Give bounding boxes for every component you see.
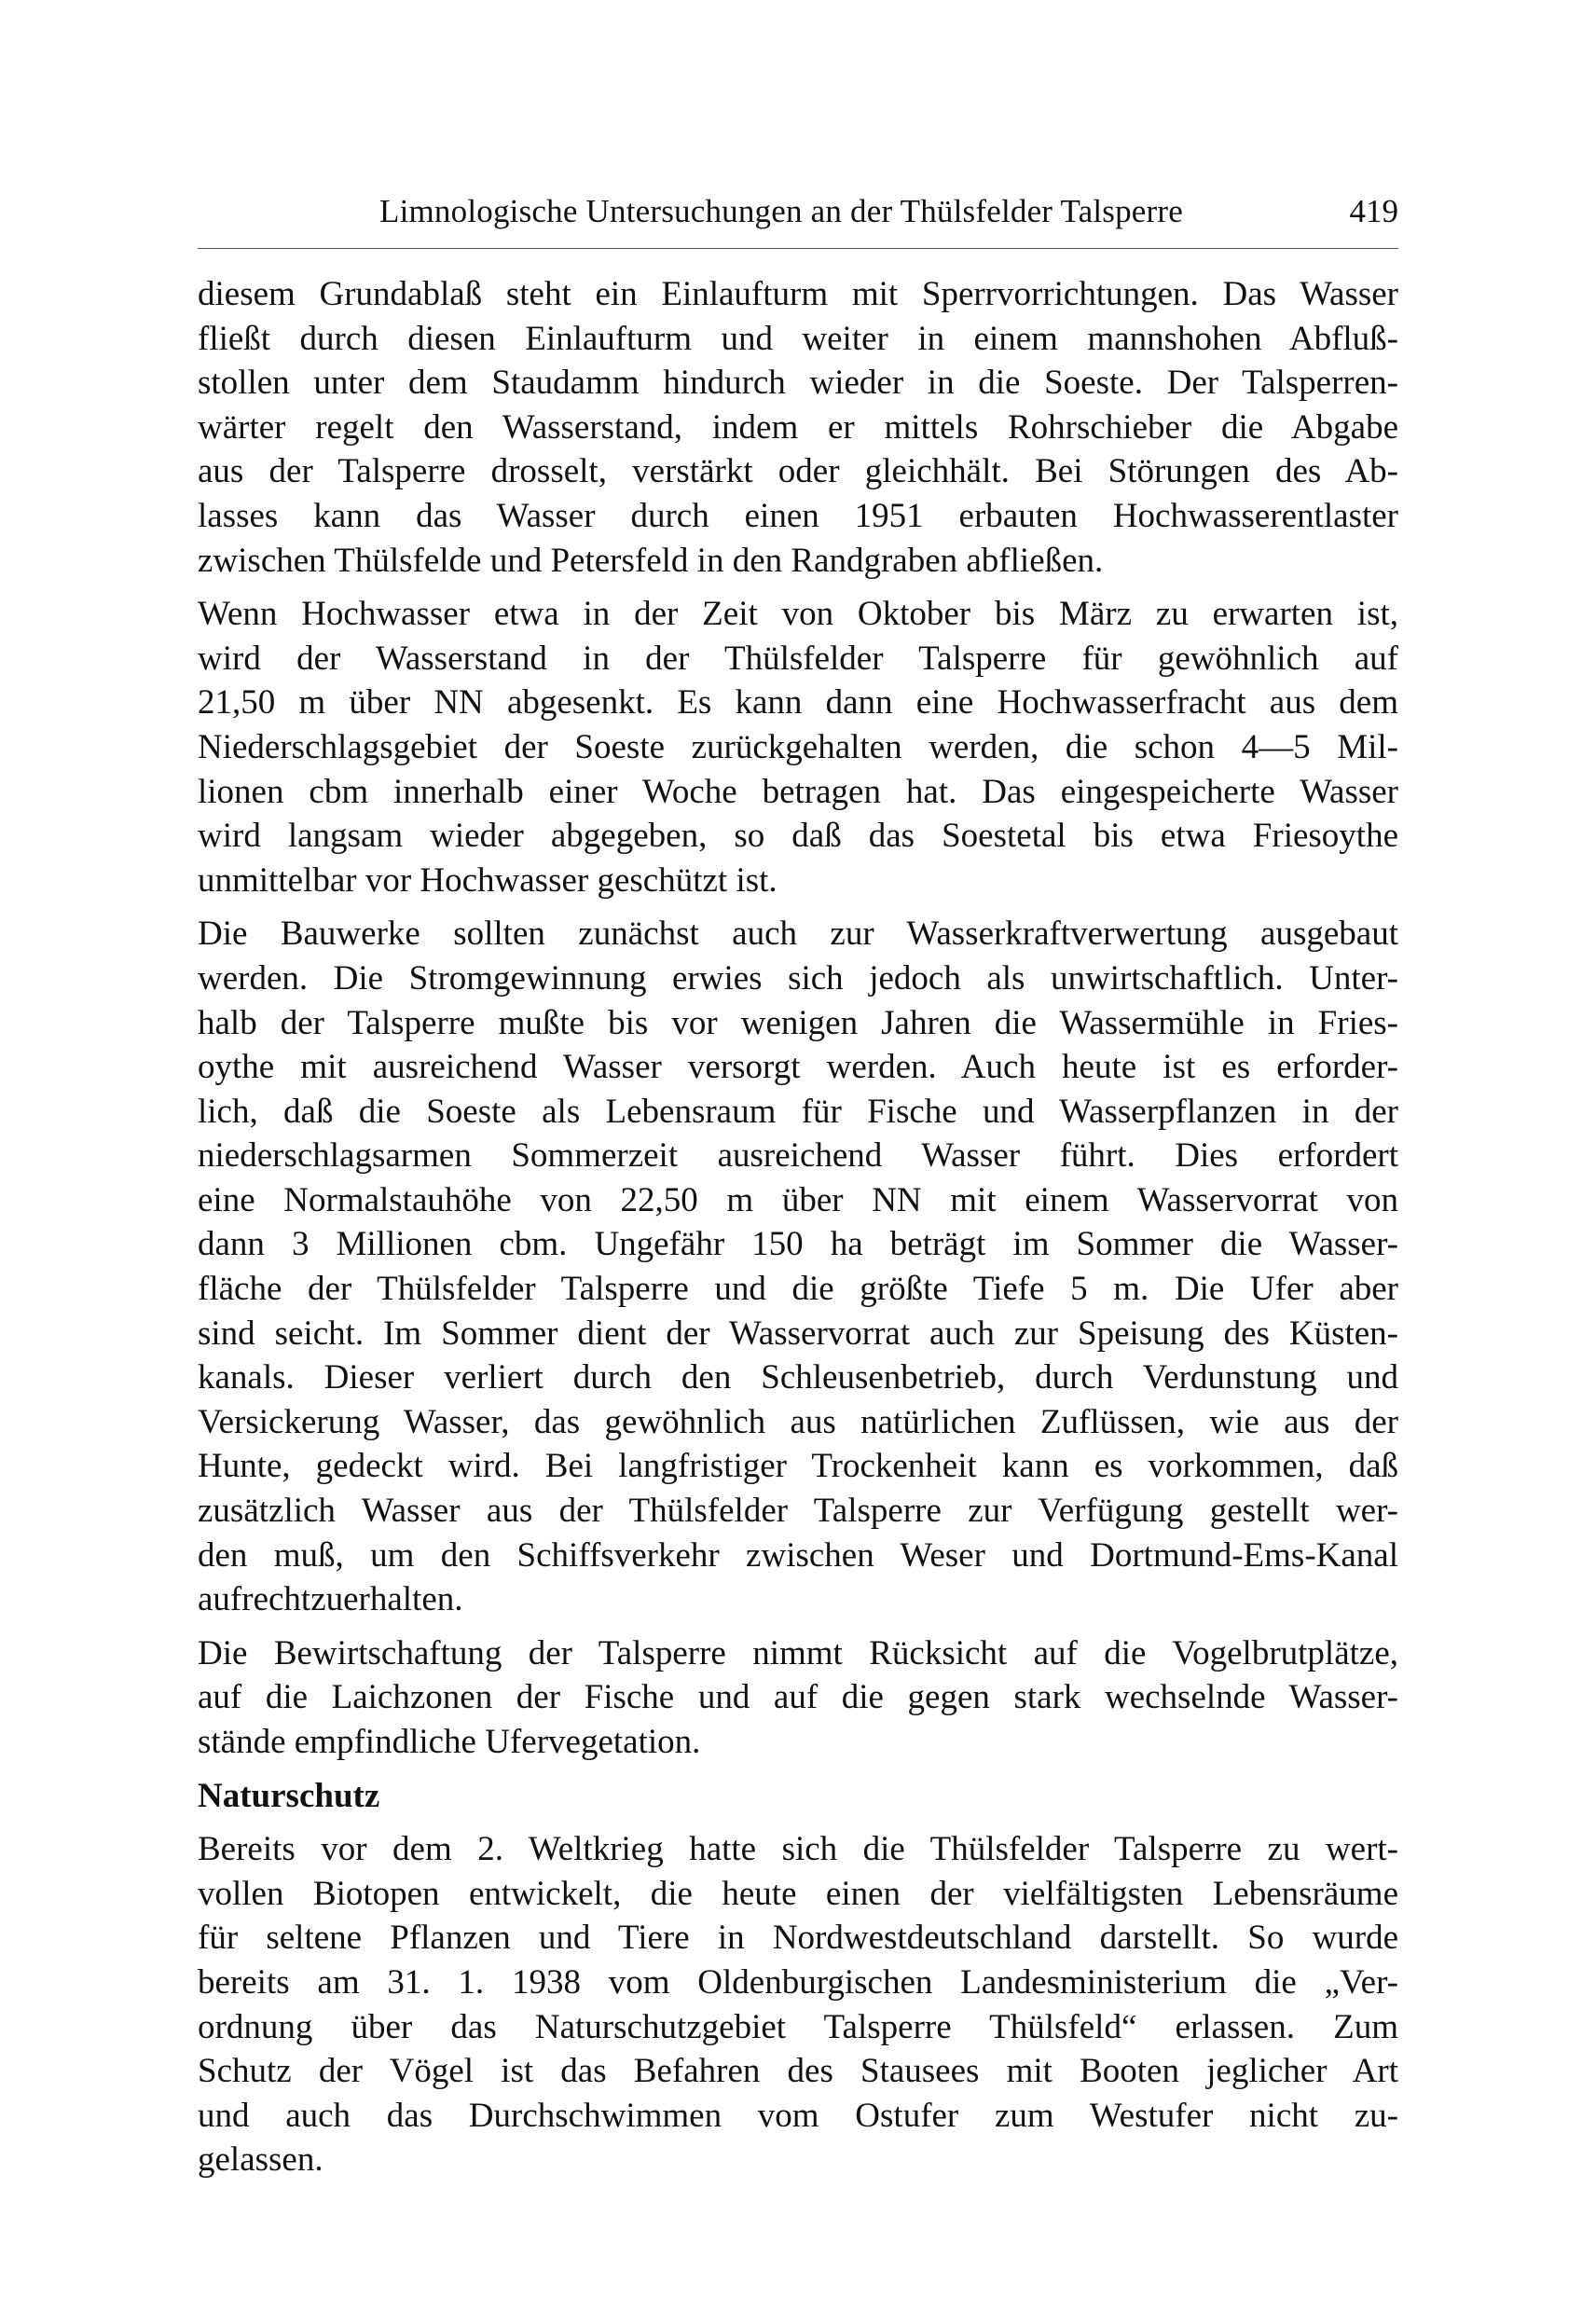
- text-line: Niederschlagsgebiet der Soeste zurückgehalten werden, die schon 4—5 Mil-: [198, 727, 1398, 766]
- paragraph-3: [198, 912, 1398, 1622]
- paragraph-2: [198, 592, 1398, 902]
- text-line: Versickerung Wasser, das gewöhnlich aus natürlichen Zuflüssen, wie aus der: [198, 1402, 1398, 1441]
- paragraph-5: [198, 1827, 1398, 2182]
- text-line: sind seicht. Im Sommer dient der Wasservorrat auch zur Speisung des Küsten-: [198, 1314, 1398, 1353]
- text-line: unmittelbar vor Hochwasser geschützt ist.: [198, 860, 777, 900]
- text-line: lionen cbm innerhalb einer Woche betragen hat. Das eingespeicherte Wasser: [198, 772, 1398, 811]
- text-line: Wenn Hochwasser etwa in der Zeit von Oktober bis März zu erwarten ist,: [198, 595, 1398, 634]
- text-line: lasses kann das Wasser durch einen 1951 erbauten Hochwasserentlaster: [198, 496, 1398, 535]
- body-text: [198, 272, 1398, 2192]
- text-line: für seltene Pflanzen und Tiere in Nordwestdeutschland darstellt. So wurde: [198, 1919, 1398, 1958]
- paragraph-1: [198, 272, 1398, 583]
- text-line: Bereits vor dem 2. Weltkrieg hatte sich die Thülsfelder Talsperre zu wert-: [198, 1830, 1398, 1869]
- text-line: fließt durch diesen Einlaufturm und weiter in einem mannshohen Abfluß-: [198, 319, 1398, 358]
- section-heading: Naturschutz: [198, 1776, 380, 1815]
- text-line: bereits am 31. 1. 1938 vom Oldenburgischen Landesministerium die „Ver-: [198, 1962, 1398, 2002]
- running-title: Limnologische Untersuchungen an der Thülsfelder Talsperre: [379, 193, 1183, 229]
- text-line: Die Bewirtschaftung der Talsperre nimmt Rücksicht auf die Vogelbrutplätze,: [198, 1633, 1398, 1672]
- text-line: ordnung über das Naturschutzgebiet Talsperre Thülsfeld“ erlassen. Zum: [198, 2007, 1398, 2046]
- text-line: werden. Die Stromgewinnung erwies sich jedoch als unwirtschaftlich. Unter-: [198, 958, 1398, 998]
- text-line: lich, daß die Soeste als Lebensraum für Fische und Wasserpflanzen in der: [198, 1092, 1398, 1131]
- text-line: gelassen.: [198, 2140, 323, 2180]
- text-line: vollen Biotopen entwickelt, die heute einen der vielfältigsten Lebensräume: [198, 1874, 1398, 1913]
- paragraph-4: [198, 1631, 1398, 1765]
- text-line: zwischen Thülsfelde und Petersfeld in den Randgraben abfließen.: [198, 541, 1104, 580]
- text-line: Die Bauwerke sollten zunächst auch zur Wasserkraftverwertung ausgebaut: [198, 915, 1398, 954]
- page-number: 419: [1349, 193, 1398, 229]
- text-line: den muß, um den Schiffsverkehr zwischen Weser und Dortmund-Ems-Kanal: [198, 1535, 1398, 1575]
- text-line: oythe mit ausreichend Wasser versorgt werden. Auch heute ist es erforder-: [198, 1048, 1398, 1087]
- text-line: zusätzlich Wasser aus der Thülsfelder Talsperre zur Verfügung gestellt wer-: [198, 1492, 1398, 1531]
- text-line: 21,50 m über NN abgesenkt. Es kann dann eine Hochwasserfracht aus dem: [198, 683, 1398, 722]
- text-line: wird der Wasserstand in der Thülsfelder Talsperre für gewöhnlich auf: [198, 639, 1398, 678]
- text-line: stände empfindliche Ufervegetation.: [198, 1723, 701, 1761]
- text-line: Hunte, gedeckt wird. Bei langfristiger Trockenheit kann es vorkommen, daß: [198, 1447, 1398, 1486]
- text-line: auf die Laichzonen der Fische und auf die gegen stark wechselnde Wasser-: [198, 1678, 1398, 1717]
- running-head: [198, 188, 1398, 235]
- text-line: kanals. Dieser verliert durch den Schleusenbetrieb, durch Verdunstung und: [198, 1358, 1398, 1397]
- text-line: wärter regelt den Wasserstand, indem er mittels Rohrschieber die Abgabe: [198, 407, 1398, 447]
- text-line: dann 3 Millionen cbm. Ungefähr 150 ha beträgt im Sommer die Wasser-: [198, 1225, 1398, 1264]
- text-line: halb der Talsperre mußte bis vor wenigen Jahren die Wassermühle in Fries-: [198, 1003, 1398, 1042]
- text-line: wird langsam wieder abgegeben, so daß das Soestetal bis etwa Friesoythe: [198, 817, 1398, 856]
- text-line: aus der Talsperre drosselt, verstärkt oder gleichhält. Bei Störungen des Ab-: [198, 452, 1398, 491]
- text-line: fläche der Thülsfelder Talsperre und die größte Tiefe 5 m. Die Ufer aber: [198, 1270, 1398, 1309]
- text-line: eine Normalstauhöhe von 22,50 m über NN mit einem Wasservorrat von: [198, 1180, 1398, 1219]
- text-line: niederschlagsarmen Sommerzeit ausreichend Wasser führt. Dies erfordert: [198, 1136, 1398, 1176]
- text-line: diesem Grundablaß steht ein Einlaufturm mit Sperrvorrichtungen. Das Wasser: [198, 275, 1398, 313]
- text-line: Schutz der Vögel ist das Befahren des Stausees mit Booten jeglicher Art: [198, 2052, 1398, 2091]
- text-line: und auch das Durchschwimmen vom Ostufer zum Westufer nicht zu-: [198, 2096, 1398, 2135]
- header-rule: [198, 248, 1398, 249]
- text-line: stollen unter dem Staudamm hindurch wieder in die Soeste. Der Talsperren-: [198, 364, 1398, 403]
- text-line: aufrechtzuerhalten.: [198, 1580, 463, 1619]
